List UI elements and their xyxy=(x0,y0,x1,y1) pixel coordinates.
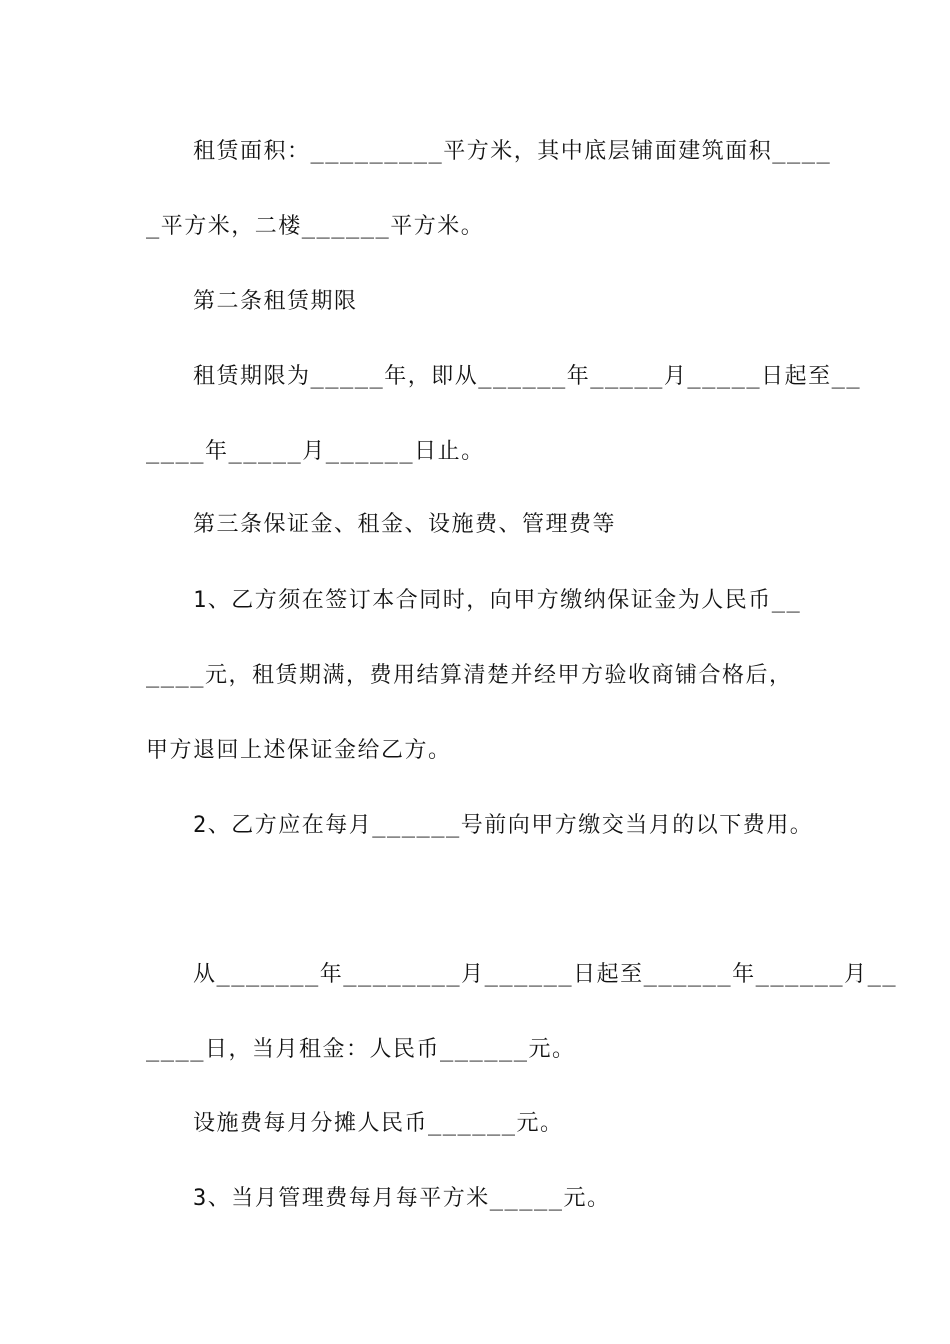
paragraph-line: ____元，租赁期满，费用结算清楚并经甲方验收商铺合格后， xyxy=(146,663,793,688)
paragraph-line: _平方米，二楼______平方米。 xyxy=(146,214,485,239)
paragraph-line: 甲方退回上述保证金给乙方。 xyxy=(146,738,452,763)
paragraph-line: ____年_____月______日止。 xyxy=(146,439,485,464)
paragraph-line: 租赁期限为_____年，即从______年_____月_____日起至__ xyxy=(193,364,862,389)
section-heading: 第二条租赁期限 xyxy=(193,289,358,314)
paragraph-line: 从_______年________月______日起至______年______月__ xyxy=(193,962,898,987)
section-heading: 第三条保证金、租金、设施费、管理费等 xyxy=(193,512,617,537)
paragraph-line: ____日，当月租金：人民币______元。 xyxy=(146,1037,576,1062)
paragraph-line: 设施费每月分摊人民币______元。 xyxy=(193,1111,564,1136)
paragraph-line: 租赁面积：_________平方米，其中底层铺面建筑面积____ xyxy=(193,139,832,164)
paragraph-line: 2、乙方应在每月______号前向甲方缴交当月的以下费用。 xyxy=(193,813,814,838)
paragraph-line: 3、当月管理费每月每平方米_____元。 xyxy=(193,1186,611,1211)
paragraph-line: 1、乙方须在签订本合同时，向甲方缴纳保证金为人民币__ xyxy=(193,588,802,613)
